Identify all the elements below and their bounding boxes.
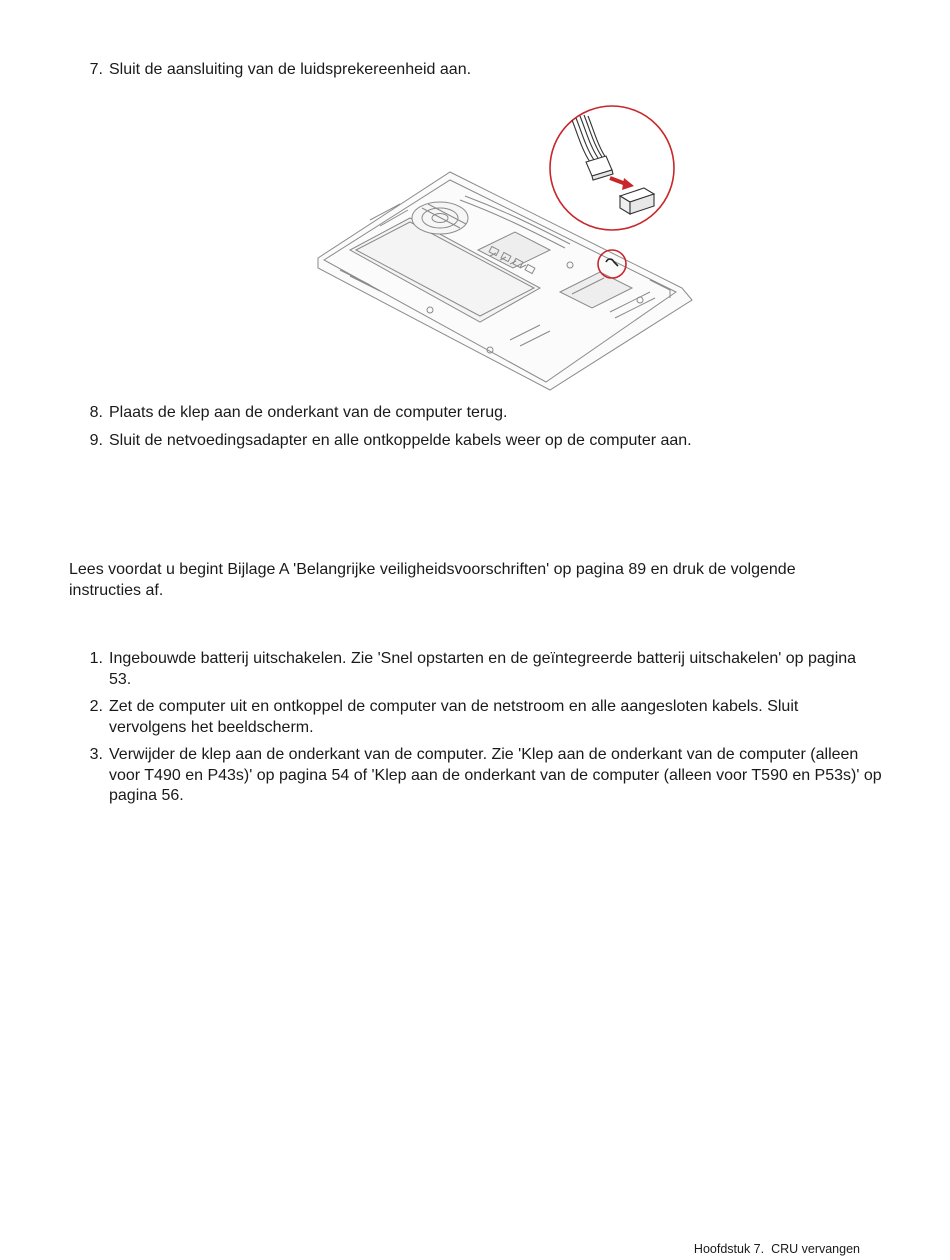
step-number: 1. [89,650,103,667]
step-number: 3. [89,746,103,763]
step-text: Verwijder de klep aan de onderkant van de computer. Zie 'Klep aan de onderkant van de computer (alleen voor T490 en P43s)' op pagina 54 of 'Klep aan de onderkant van de computer (alleen voor T590 en P53s)' op pagina 56. [109,746,882,804]
step-number: 7. [89,61,103,78]
step-number: 9. [89,432,103,449]
step-7 [72,60,892,81]
footer-title: CRU vervangen [771,1242,860,1256]
step-text: Ingebouwde batterij uitschakelen. Zie 'Snel opstarten en de geïntegreerde batterij uitschakelen' op pagina 53. [109,650,857,688]
step-text: Sluit de netvoedingsadapter en alle ontkoppelde kabels weer op de computer aan. [109,432,692,449]
footer-chapter: Hoofdstuk 7. [693,1242,765,1256]
step-3 [72,745,892,807]
safety-intro-paragraph: Lees voordat u begint Bijlage A 'Belangrijke veiligheidsvoorschriften' op pagina 89 en druk de volgende instructies af. [69,561,796,599]
step-number: 2. [89,698,103,715]
step-text: Sluit de aansluiting van de luidsprekereenheid aan. [109,61,472,78]
page-footer [694,1241,860,1257]
step-text: Zet de computer uit en ontkoppel de computer van de netstroom en alle aangesloten kabels. Sluit vervolgens het beeldscherm. [109,698,799,736]
step-text: Plaats de klep aan de onderkant van de computer terug. [109,404,508,421]
step-2 [72,697,862,738]
step-8 [72,403,892,424]
step-number: 8. [89,404,103,421]
step-9 [72,431,892,452]
speaker-connector-illustration [310,100,700,395]
step-1 [72,649,862,690]
